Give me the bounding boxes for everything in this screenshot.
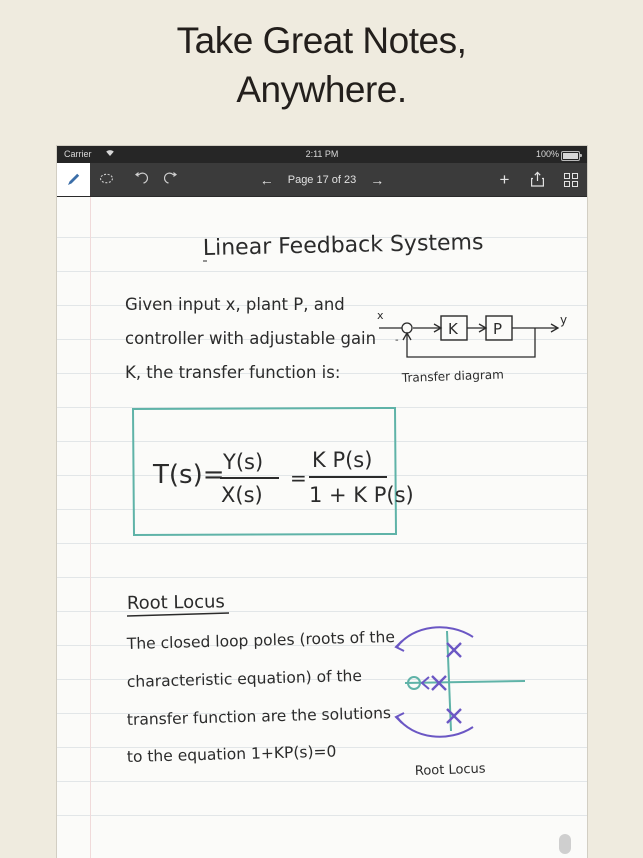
add-page-button[interactable]	[488, 163, 521, 196]
lasso-icon	[98, 171, 115, 188]
battery-icon	[561, 151, 580, 161]
note-paragraph-2-line-1: The closed loop poles (roots of the	[126, 627, 396, 653]
tablet-device	[57, 146, 587, 858]
pen-rest-indicator	[559, 834, 571, 854]
diagram-plant-label: P	[493, 320, 503, 338]
pen-icon	[65, 171, 82, 188]
page-title	[0, 16, 643, 114]
diagram-output-label: y	[560, 313, 568, 327]
section-2-title: Root Locus	[126, 591, 225, 614]
equation-equals: =	[290, 466, 307, 490]
undo-button[interactable]	[123, 163, 156, 196]
root-locus-sketch	[396, 627, 525, 779]
page-indicator[interactable]: Page 17 of 23	[287, 173, 357, 186]
note-paragraph-1-line-1: Given input x, plant P, and	[125, 295, 345, 314]
diagram-minus-label: -	[395, 335, 399, 346]
equation-numerator-2: K P(s)	[312, 448, 373, 472]
note-paragraph-1-line-2: controller with adjustable gain	[125, 329, 377, 348]
equation-denominator-2: 1 + K P(s)	[309, 483, 414, 507]
diagram-caption: Transfer diagram	[401, 367, 505, 385]
toolbar-left-group	[57, 163, 189, 196]
diagram-input-label: x	[377, 309, 384, 322]
redo-icon	[164, 171, 181, 188]
clock-label: 2:11 PM	[305, 149, 339, 159]
note-paragraph-2-line-2: characteristic equation) of the	[126, 666, 363, 691]
equation-numerator-1: Y(s)	[223, 450, 264, 474]
root-locus-caption: Root Locus	[414, 761, 486, 779]
equation-box	[133, 408, 414, 535]
share-icon	[530, 171, 545, 188]
handwriting-layer	[57, 197, 587, 858]
note-paragraph-2-line-4: to the equation 1+KP(s)=0	[126, 742, 337, 766]
headline-line-1: Take Great Notes,	[176, 20, 467, 61]
status-bar	[57, 146, 587, 163]
app-toolbar	[57, 163, 587, 197]
battery-percent-label: 100%	[535, 149, 559, 159]
block-diagram	[377, 309, 567, 385]
grid-icon	[564, 173, 578, 187]
equation-denominator-1: X(s)	[221, 483, 263, 507]
redo-button[interactable]	[156, 163, 189, 196]
previous-page-button[interactable]: ←	[259, 171, 274, 188]
note-paragraph-2-line-3: transfer function are the solutions	[126, 704, 392, 729]
pen-tool-button[interactable]	[57, 163, 90, 196]
note-title: Linear Feedback Systems	[202, 230, 484, 261]
note-paragraph-1-line-3: K, the transfer function is:	[125, 363, 341, 382]
lasso-tool-button[interactable]	[90, 163, 123, 196]
headline-line-2: Anywhere.	[236, 69, 407, 110]
note-canvas[interactable]	[57, 197, 587, 858]
undo-icon	[131, 171, 148, 188]
plus-icon: +	[499, 170, 510, 189]
toolbar-right-group	[488, 163, 587, 196]
carrier-label: Carrier	[64, 149, 92, 159]
diagram-gain-label: K	[448, 320, 458, 338]
equation-lhs-text: T(s)=	[153, 460, 225, 490]
next-page-button[interactable]: →	[370, 171, 385, 188]
pages-overview-button[interactable]	[554, 163, 587, 196]
share-button[interactable]	[521, 163, 554, 196]
